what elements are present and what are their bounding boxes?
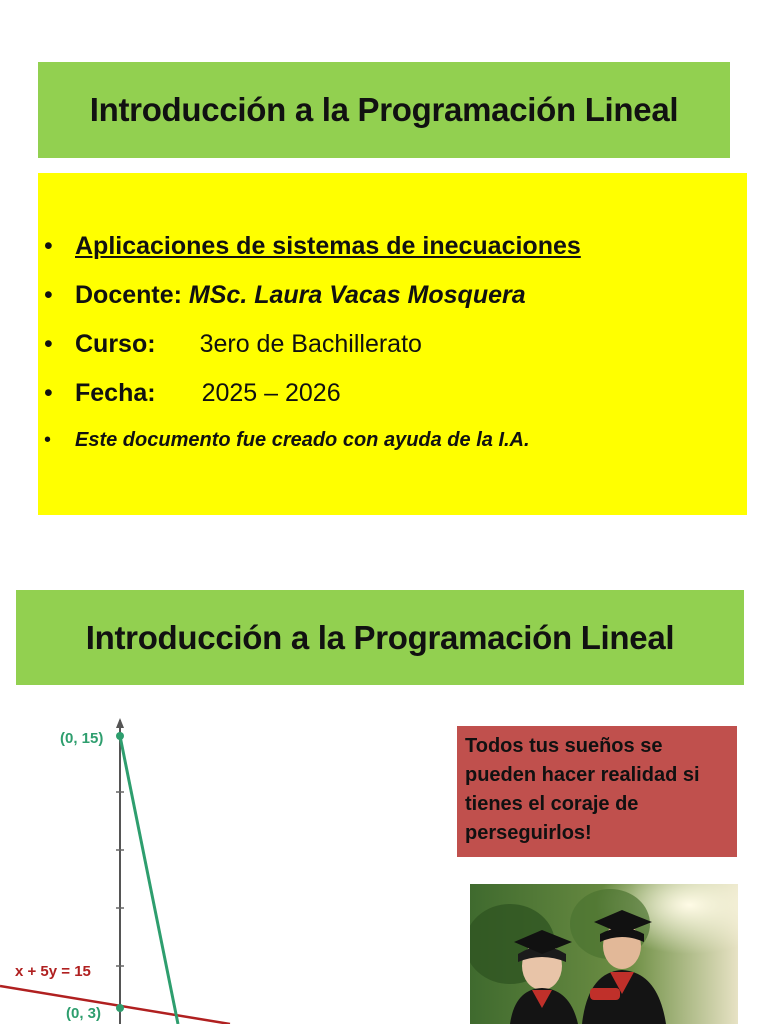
quote-box — [457, 726, 737, 857]
note-text: Este documento fue creado con ayuda de la I.A. — [75, 429, 530, 451]
point-0-15 — [116, 732, 124, 740]
topic-text: Aplicaciones de sistemas de inecuaciones — [75, 232, 581, 260]
label-point-0-3: (0, 3) — [66, 1005, 102, 1022]
list-item-date — [38, 378, 747, 408]
linear-graph — [0, 700, 260, 1024]
graduates-photo-icon — [470, 884, 738, 1024]
label-equation: x + 5y = 15 — [15, 963, 91, 980]
graduates-photo — [470, 884, 738, 1024]
line-x-5y-15 — [0, 986, 230, 1024]
date-label: Fecha: — [75, 379, 156, 407]
teacher-label: Docente: — [75, 281, 182, 309]
label-point-0-15: (0, 15) — [60, 730, 104, 747]
slide1-title — [38, 62, 730, 158]
list-item-note — [38, 425, 747, 455]
course-label: Curso: — [75, 330, 156, 358]
y-axis-arrow — [116, 718, 124, 728]
slide2-title — [16, 590, 744, 685]
steep-line — [120, 736, 178, 1024]
info-list — [38, 173, 747, 455]
quote-text: Todos tus sueños se pueden hacer realidad si tienes el coraje de perseguirlos! — [465, 735, 700, 844]
slide1-title-text: Introducción a la Programación Lineal — [89, 91, 679, 128]
point-0-3 — [116, 1004, 124, 1012]
list-item-topic — [38, 231, 747, 261]
teacher-name: MSc. Laura Vacas Mosquera — [188, 281, 526, 309]
list-item-teacher — [38, 280, 747, 310]
date-value: 2025 – 2026 — [201, 379, 341, 407]
course-value: 3ero de Bachillerato — [199, 330, 422, 358]
slide1-info-box — [38, 173, 747, 515]
slide2-title-text: Introducción a la Programación Lineal — [85, 618, 675, 656]
list-item-course — [38, 329, 747, 359]
